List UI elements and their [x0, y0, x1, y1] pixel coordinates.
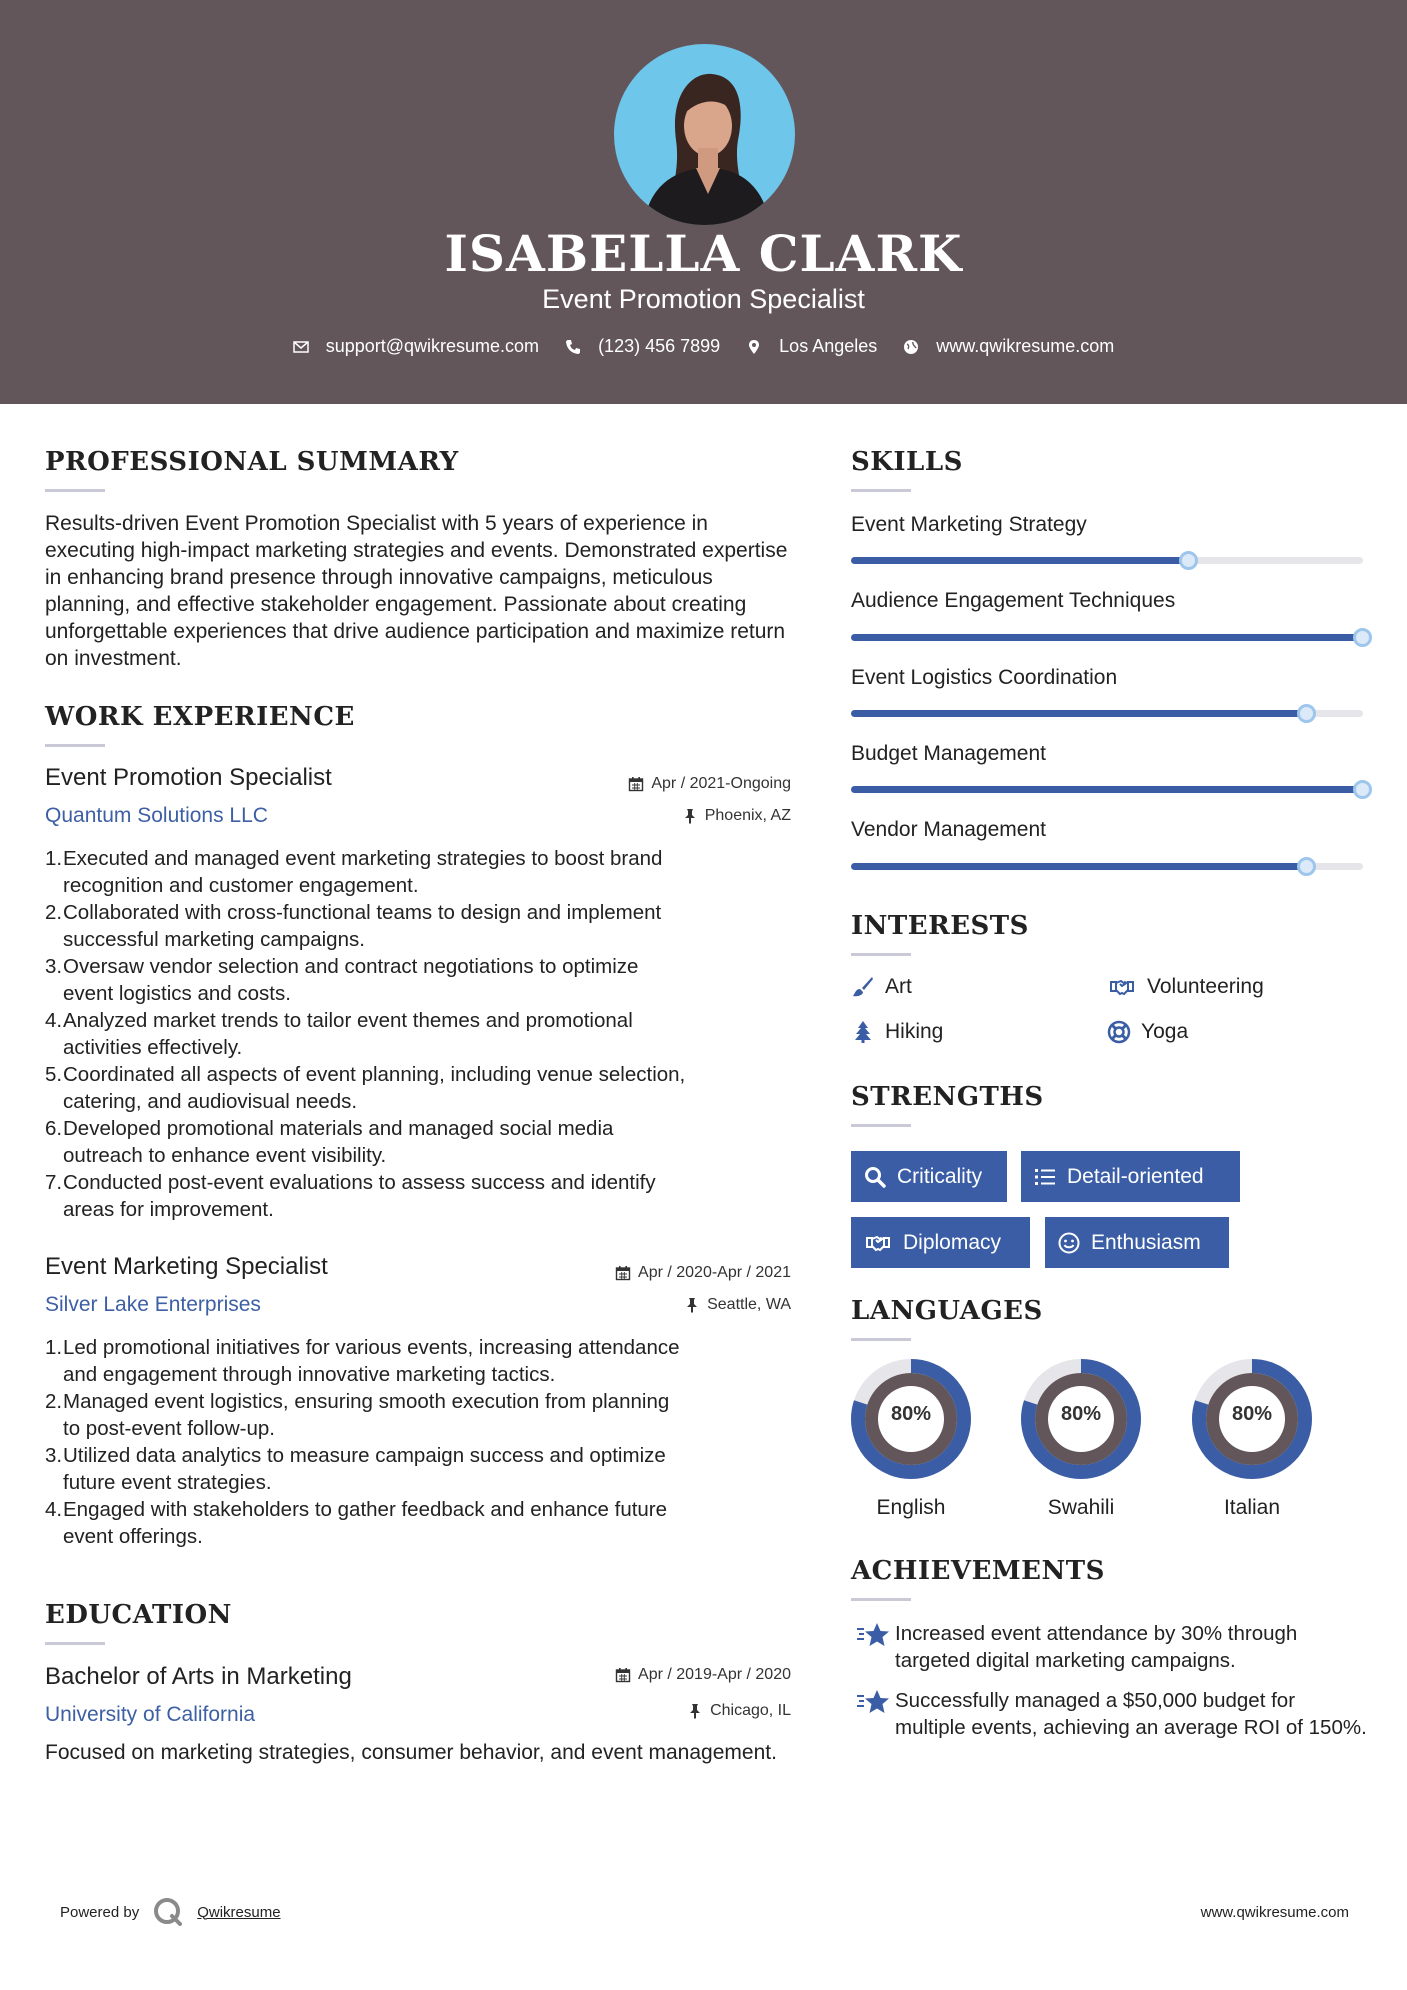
skill-bar-fill	[851, 710, 1307, 717]
achievement-item	[851, 1620, 1371, 1674]
strengths-heading: STRENGTHS	[851, 1082, 1044, 1112]
strength-label: Diplomacy	[903, 1230, 1002, 1254]
globe-icon	[903, 339, 919, 355]
list-item: 1. Led promotional initiatives for various events, increasing attendance and engagement through innovative marketing tactics.	[45, 1336, 680, 1386]
job-dates-text: Apr / 2020-Apr / 2021	[638, 1264, 791, 1281]
skills-heading: SKILLS	[851, 447, 963, 477]
handshake-icon	[863, 1231, 893, 1255]
contact-email-text: support@qwikresume.com	[325, 336, 540, 356]
search-icon	[863, 1165, 887, 1189]
skill-bar-knob	[1353, 628, 1372, 647]
education-dates-text: Apr / 2019-Apr / 2020	[638, 1666, 791, 1683]
list-item: 7. Conducted post-event evaluations to assess success and identify areas for improvement.	[45, 1171, 656, 1221]
skill-bar	[851, 863, 1363, 870]
skill-bar-knob	[1353, 780, 1372, 799]
languages-underline	[851, 1338, 911, 1341]
list-item: 1. Executed and managed event marketing strategies to boost brand recognition and customer engagement.	[45, 847, 663, 897]
job-duties-list	[45, 1334, 805, 1550]
interests-heading: INTERESTS	[851, 911, 1029, 941]
calendar-icon	[615, 1265, 631, 1281]
language-percent: 80%	[1231, 1403, 1273, 1425]
interest-item	[1107, 1020, 1188, 1044]
pushpin-icon	[682, 808, 698, 824]
list-item: 3. Utilized data analytics to measure campaign success and optimize future event strategies.	[45, 1444, 666, 1494]
skill-bar	[851, 786, 1363, 793]
language-gauge	[850, 1358, 972, 1480]
job-dates-text: Apr / 2021-Ongoing	[651, 775, 791, 792]
contact-location-text: Los Angeles	[779, 336, 878, 356]
education-degree: Bachelor of Arts in Marketing	[45, 1663, 352, 1690]
language-percent: 80%	[890, 1403, 932, 1425]
phone-icon	[565, 339, 581, 355]
job-company: Silver Lake Enterprises	[45, 1293, 261, 1316]
achievements-underline	[851, 1598, 911, 1601]
envelope-icon	[293, 339, 309, 355]
contact-phone-text: (123) 456 7899	[598, 336, 721, 356]
map-pin-icon	[746, 339, 762, 355]
summary-heading: PROFESSIONAL SUMMARY	[45, 447, 459, 477]
strength-chip	[1021, 1151, 1240, 1202]
experience-underline	[45, 744, 105, 747]
languages-heading: LANGUAGES	[851, 1296, 1043, 1326]
list-icon	[1033, 1165, 1057, 1189]
list-item: 4. Engaged with stakeholders to gather feedback and enhance future event offerings.	[45, 1498, 668, 1548]
skill-bar	[851, 710, 1363, 717]
education-location-text: Chicago, IL	[710, 1702, 791, 1719]
experience-heading: WORK EXPERIENCE	[45, 702, 355, 732]
strength-chip	[1045, 1217, 1229, 1268]
achievement-item	[851, 1687, 1371, 1741]
strength-chip	[851, 1217, 1030, 1268]
interests-underline	[851, 953, 911, 956]
strength-chip	[851, 1151, 1007, 1202]
skill-bar-knob	[1179, 551, 1198, 570]
calendar-icon	[628, 776, 644, 792]
interest-label: Volunteering	[1147, 975, 1264, 998]
skill-bar-knob	[1297, 857, 1316, 876]
interest-item	[851, 1020, 943, 1044]
strength-label: Criticality	[897, 1164, 983, 1188]
qwikresume-link[interactable]: Qwikresume	[197, 1903, 281, 1921]
education-school: University of California	[45, 1703, 256, 1726]
job-dates	[500, 775, 791, 793]
skill-label: Event Marketing Strategy	[851, 513, 1087, 536]
pushpin-icon	[684, 1297, 700, 1313]
skill-bar-fill	[851, 863, 1307, 870]
language-label: Italian	[1223, 1496, 1281, 1519]
achievement-text: Increased event attendance by 30% through targeted digital marketing campaigns.	[895, 1622, 1298, 1672]
skill-bar	[851, 634, 1363, 641]
person-silhouette-icon	[614, 44, 795, 225]
job-company: Quantum Solutions LLC	[45, 804, 268, 827]
qwikresume-logo-icon	[153, 1897, 183, 1927]
achievement-text: Successfully managed a $50,000 budget for multiple events, achieving an average ROI of 150%.	[895, 1689, 1367, 1739]
smile-icon	[1057, 1231, 1081, 1255]
life-ring-icon	[1107, 1020, 1131, 1044]
skill-label: Event Logistics Coordination	[851, 666, 1118, 689]
contact-bar	[0, 336, 1407, 357]
contact-location	[746, 336, 877, 357]
profile-photo	[614, 44, 795, 225]
strengths-underline	[851, 1124, 911, 1127]
job-title: Event Marketing Specialist	[45, 1253, 328, 1280]
summary-text: Results-driven Event Promotion Specialist with 5 years of experience in executing high-impact marketing strategies and events. Demonstrated expertise in enhancing brand presence through innovative campaigns, meticulous planning, and effective stakeholder engagement. Passionate about creating unforgettable experiences that drive audience participation and maximize return on investment.	[45, 512, 788, 670]
strength-label: Enthusiasm	[1091, 1230, 1201, 1254]
job-location-text: Seattle, WA	[707, 1296, 791, 1313]
skill-bar-fill	[851, 786, 1363, 793]
education-location	[500, 1702, 791, 1720]
skill-bar-fill	[851, 557, 1189, 564]
interest-label: Yoga	[1141, 1020, 1189, 1043]
interest-label: Art	[885, 975, 912, 998]
skill-label: Audience Engagement Techniques	[851, 589, 1176, 612]
footer-powered-by	[60, 1897, 281, 1927]
job-location-text: Phoenix, AZ	[704, 807, 791, 824]
language-label: Swahili	[1047, 1496, 1115, 1519]
contact-phone[interactable]	[565, 336, 720, 357]
list-item: 2. Collaborated with cross-functional teams to design and implement successful marketing campaigns.	[45, 901, 662, 951]
contact-website[interactable]	[903, 336, 1114, 357]
interest-item	[1107, 975, 1264, 999]
list-item: 4. Analyzed market trends to tailor event themes and promotional activities effectively.	[45, 1009, 633, 1059]
interest-item	[851, 975, 912, 999]
skill-bar-fill	[851, 634, 1363, 641]
job-location	[500, 807, 791, 825]
language-gauge	[1191, 1358, 1313, 1480]
list-item: 3. Oversaw vendor selection and contract negotiations to optimize event logistics and costs.	[45, 955, 639, 1005]
strength-label: Detail-oriented	[1067, 1164, 1204, 1188]
footer-website[interactable]: www.qwikresume.com	[1200, 1904, 1349, 1921]
powered-by-label: Powered by	[60, 1903, 140, 1921]
education-heading: EDUCATION	[45, 1600, 232, 1630]
education-dates	[500, 1666, 791, 1684]
language-label: English	[876, 1496, 946, 1519]
education-description: Focused on marketing strategies, consumer behavior, and event management.	[45, 1741, 777, 1764]
skills-underline	[851, 489, 911, 492]
candidate-name: ISABELLA CLARK	[444, 224, 963, 283]
resume-header	[0, 0, 1407, 404]
contact-email[interactable]	[293, 336, 539, 357]
achievements-heading: ACHIEVEMENTS	[851, 1556, 1105, 1586]
list-item: 2. Managed event logistics, ensuring smooth execution from planning to post-event follow-up.	[45, 1390, 670, 1440]
list-item: 5. Coordinated all aspects of event planning, including venue selection, catering, and audiovisual needs.	[45, 1063, 686, 1113]
star-icon	[851, 1620, 895, 1650]
language-percent: 80%	[1060, 1403, 1102, 1425]
education-underline	[45, 1642, 105, 1645]
skill-label: Vendor Management	[851, 818, 1046, 841]
job-dates	[500, 1264, 791, 1282]
job-location	[500, 1296, 791, 1314]
skill-bar	[851, 557, 1363, 564]
skill-label: Budget Management	[851, 742, 1046, 765]
contact-website-text: www.qwikresume.com	[936, 336, 1115, 356]
skill-bar-knob	[1297, 704, 1316, 723]
paintbrush-icon	[851, 975, 875, 999]
interest-label: Hiking	[885, 1020, 944, 1043]
calendar-icon	[615, 1667, 631, 1683]
handshake-icon	[1107, 975, 1137, 999]
summary-underline	[45, 489, 105, 492]
star-icon	[851, 1687, 895, 1717]
candidate-role: Event Promotion Specialist	[542, 284, 865, 314]
language-gauge	[1020, 1358, 1142, 1480]
pushpin-icon	[687, 1703, 703, 1719]
tree-icon	[851, 1020, 875, 1044]
job-duties-list	[45, 845, 805, 1223]
job-title: Event Promotion Specialist	[45, 764, 332, 791]
list-item: 6. Developed promotional materials and managed social media outreach to enhance event visibility.	[45, 1117, 614, 1167]
